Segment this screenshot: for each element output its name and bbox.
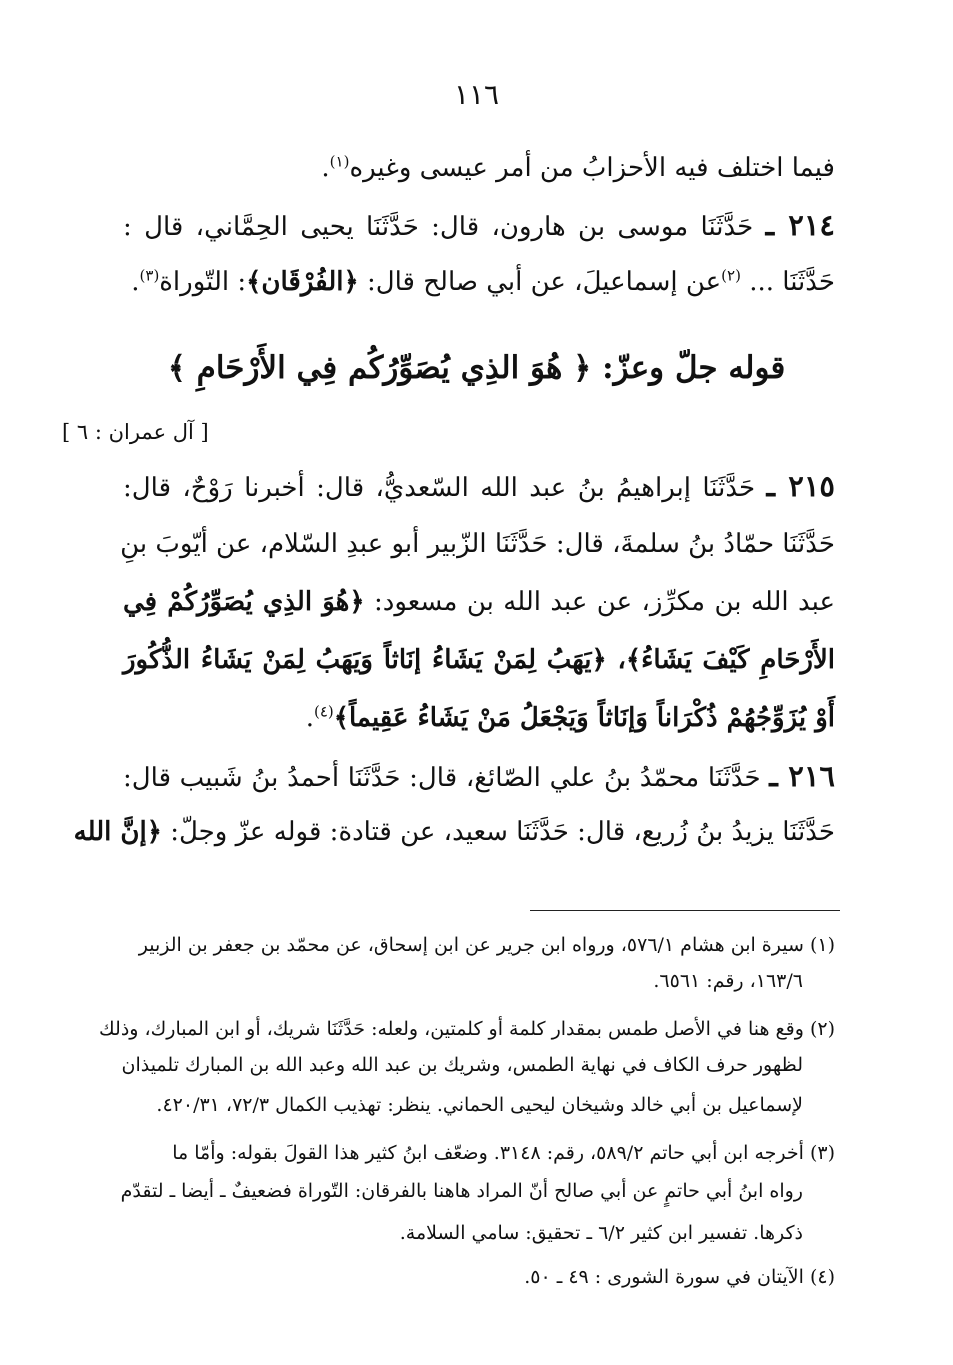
footnote-1-cont: ١٦٣/٦، رقم: ٦٥٦١. — [653, 970, 803, 992]
hadith-number: ٢١٥ ـ — [766, 469, 836, 503]
hadith-215-line-2: حَدَّثَنَا حمّادُ بنُ سلمةَ، قال: حَدَّثَنَا الزّبير أبو عبدِ السّلام، عن أيّوبَ بنِ — [120, 529, 835, 559]
footnote-2-cont: لإسماعيل بن أبي خالد وشيخان ليحيى الحماني. ينظر: تهذيب الكمال ٧٢/٣، ٤٢٠/٣١. — [156, 1094, 803, 1116]
page-number: ١١٦ — [453, 78, 500, 111]
hadith-number: ٢١٦ ـ — [769, 759, 835, 793]
footnote-4: (٤) الآيتان في سورة الشورى : ٤٩ ـ ٥٠. — [524, 1266, 835, 1288]
footnote-2: (٢) وقع هنا في الأصل طمس بمقدار كلمة أو كلمتين، ولعله: حَدَّثَنَا شريك، أو ابن المبارك، وذلك — [99, 1018, 835, 1040]
hadith-215-line-3: عبد الله بن مكرِّز، عن عبد الله بن مسعود: ﴿هُوَ الذِي يُصَوِّرُكُمْ فِي — [123, 587, 836, 617]
hadith-216-line-1: ٢١٦ ـ حَدَّثَنَا محمّدُ بنُ علي الصّائغ، قال: حَدَّثَنَا أحمدُ بنُ شَبيب قال: — [123, 759, 835, 793]
section-heading: قوله جلّ وعزّ: ﴿ هُوَ الذِي يُصَوِّرُكُم فِي الأَرْحَامِ ﴾ — [167, 350, 786, 386]
hadith-214-line-1: ٢١٤ ـ حَدَّثَنَا موسى بن هارون، قال: حَدَّثَنَا يحيى الحِمَّاني، قال : — [123, 208, 836, 242]
hadith-215-line-1: ٢١٥ ـ حَدَّثَنَا إبراهيمُ بنُ عبد الله السّعديُّ، قال: أخبرنا رَوْحٌ، قال: — [123, 469, 836, 503]
text-line: فيما اختلف فيه الأحزابُ من أمر عيسى وغيره$^{(١)}$. — [321, 152, 835, 183]
hadith-215-line-4: الأَرْحَامِ كَيْفَ يَشَاءُ﴾، ﴿يَهَبُ لِمَنْ يَشَاءُ إنَاثاً وَيَهَبُ لِمَنْ يَشَاءُ الذُّكُورَ — [123, 645, 835, 675]
hadith-216-line-2: حَدَّثَنَا يزيدُ بنُ زُريع، قال: حَدَّثَنَا سعيد، عن قتادة: قوله عزّ وجلّ: ﴿إنَّ الله — [73, 817, 835, 847]
footnote-3: (٣) أخرجه ابن أبي حاتم ٥٨٩/٢، رقم: ٣١٤٨. وضعّف ابنُ كثير هذا القولَ بقوله: وأمّا ما — [172, 1142, 835, 1164]
footnote-3-cont: رواه ابنُ أبي حاتمٍ عن أبي صالح أنّ المراد هاهنا بالفرقان: التّوراة فضعيفٌ ـ أيضا ـ لتقدّم — [120, 1180, 803, 1202]
footnote-separator — [530, 910, 840, 911]
verse-reference: [ آل عمران : ٦ ] — [62, 420, 209, 444]
footnote-3-cont: ذكرها. تفسير ابن كثير ٦/٢ ـ تحقيق: سامي السلامة. — [399, 1222, 803, 1244]
hadith-215-line-5: أَوْ يُزَوِّجُهُمْ ذُكْرَاناً وَإنَاثاً وَيَجْعَلُ مَنْ يَشَاءُ عَقِيماً﴾$^{(٤)}$. — [305, 702, 835, 733]
footnote-2-cont: لظهور حرف الكاف في نهاية الطمس، وشريك بن عبد الله وعبد الله بن المبارك تلميذان — [121, 1054, 803, 1076]
hadith-214-line-2: حَدَّثَنَا ... $^{(٢)}$عن إسماعيلَ، عن أبي صالح قال: ﴿الفُرْقَان﴾: التّوراة$^{(٣)}$. — [131, 266, 835, 297]
footnote-1: (١) سيرة ابن هشام ٥٧٦/١، ورواه ابن جرير عن ابن إسحاق، عن محمّد بن جعفر بن الزبير — [138, 934, 835, 956]
hadith-number: ٢١٤ ـ — [765, 208, 836, 242]
